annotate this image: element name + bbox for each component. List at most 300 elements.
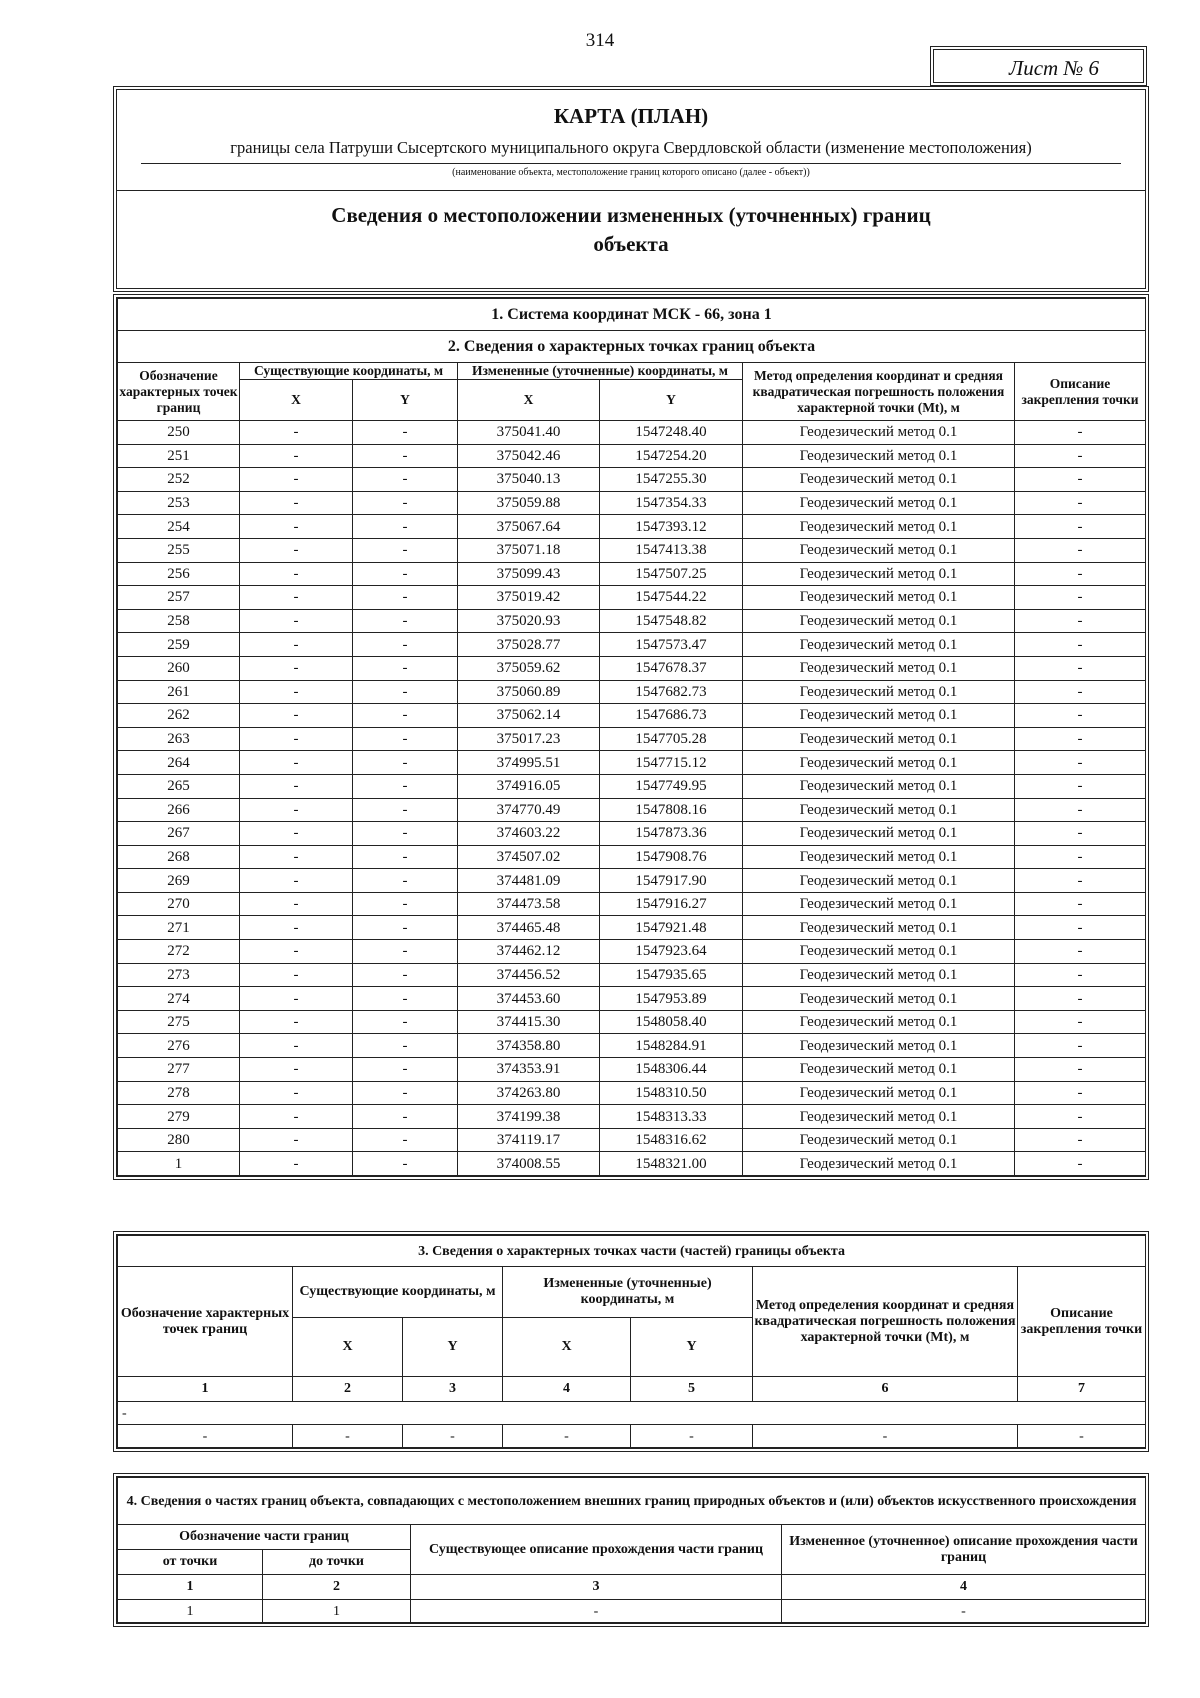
header-changed: Измененные (уточненные) координаты, м: [458, 363, 743, 380]
cell-changed-y: 1547935.65: [600, 963, 743, 987]
cell-existing-x: -: [240, 892, 353, 916]
t3-colnum: 1: [118, 1377, 293, 1402]
table-row: [118, 963, 1146, 987]
cell-point-id: 268: [118, 845, 240, 869]
cell-existing-x: -: [240, 468, 353, 492]
cell-existing-x: -: [240, 916, 353, 940]
cell-existing-y: -: [353, 656, 458, 680]
cell-point-id: 261: [118, 680, 240, 704]
cell-existing-y: -: [353, 586, 458, 610]
cell-method: Геодезический метод 0.1: [743, 538, 1015, 562]
t3-cell: -: [1018, 1425, 1146, 1448]
t3-colnum: 3: [403, 1377, 503, 1402]
cell-point-id: 276: [118, 1034, 240, 1058]
cell-changed-y: 1547873.36: [600, 822, 743, 846]
table-row: [118, 751, 1146, 775]
cell-method: Геодезический метод 0.1: [743, 1081, 1015, 1105]
cell-point-id: 277: [118, 1058, 240, 1082]
cell-existing-y: -: [353, 751, 458, 775]
cell-method: Геодезический метод 0.1: [743, 1128, 1015, 1152]
table-row: [118, 1105, 1146, 1129]
t3-header-point: Обозначение характерных точек границ: [118, 1267, 293, 1377]
cell-description: -: [1015, 963, 1146, 987]
table-row: [118, 515, 1146, 539]
table-row: [118, 1058, 1146, 1082]
t3-header-changed-x: X: [503, 1318, 631, 1377]
header-method: Метод определения координат и средняя квадратическая погрешность положения характерной точки (Mt), м: [743, 363, 1015, 421]
cell-changed-y: 1547248.40: [600, 421, 743, 445]
cell-description: -: [1015, 704, 1146, 728]
cell-changed-x: 375060.89: [458, 680, 600, 704]
cell-method: Геодезический метод 0.1: [743, 869, 1015, 893]
header-underline: [141, 163, 1121, 164]
cell-point-id: 1: [118, 1152, 240, 1176]
t4-header-changed: Измененное (уточненное) описание прохождения части границ: [782, 1525, 1146, 1575]
cell-existing-x: -: [240, 940, 353, 964]
table-row: [118, 562, 1146, 586]
cell-existing-y: -: [353, 1034, 458, 1058]
cell-existing-x: -: [240, 1152, 353, 1176]
cell-point-id: 279: [118, 1105, 240, 1129]
cell-existing-y: -: [353, 562, 458, 586]
cell-changed-x: 374465.48: [458, 916, 600, 940]
cell-changed-y: 1548316.62: [600, 1128, 743, 1152]
table-row: [118, 1152, 1146, 1176]
cell-changed-y: 1547393.12: [600, 515, 743, 539]
cell-method: Геодезический метод 0.1: [743, 444, 1015, 468]
cell-existing-x: -: [240, 680, 353, 704]
cell-description: -: [1015, 656, 1146, 680]
table-row: [118, 444, 1146, 468]
cell-point-id: 271: [118, 916, 240, 940]
cell-existing-x: -: [240, 1081, 353, 1105]
cell-point-id: 260: [118, 656, 240, 680]
cell-existing-y: -: [353, 987, 458, 1011]
cell-existing-y: -: [353, 869, 458, 893]
cell-existing-x: -: [240, 515, 353, 539]
t3-header-changed: Измененные (уточненные) координаты, м: [503, 1267, 753, 1318]
part-points-table-frame: [113, 1231, 1149, 1452]
cell-method: Геодезический метод 0.1: [743, 1105, 1015, 1129]
table-row: [118, 1081, 1146, 1105]
header-divider: [117, 190, 1145, 191]
cell-description: -: [1015, 491, 1146, 515]
cell-description: -: [1015, 421, 1146, 445]
cell-changed-x: 375017.23: [458, 727, 600, 751]
cell-changed-y: 1547573.47: [600, 633, 743, 657]
cell-existing-x: -: [240, 845, 353, 869]
t3-cell: -: [753, 1425, 1018, 1448]
cell-changed-x: 374415.30: [458, 1010, 600, 1034]
cell-point-id: 254: [118, 515, 240, 539]
table-row: [118, 869, 1146, 893]
cell-point-id: 263: [118, 727, 240, 751]
cell-point-id: 266: [118, 798, 240, 822]
cell-changed-x: 374263.80: [458, 1081, 600, 1105]
t4-cell: 1: [118, 1600, 263, 1623]
cell-method: Геодезический метод 0.1: [743, 751, 1015, 775]
part-points-caption: 3. Сведения о характерных точках части (частей) границы объекта: [118, 1236, 1146, 1267]
cell-point-id: 275: [118, 1010, 240, 1034]
cell-existing-x: -: [240, 987, 353, 1011]
boundary-parts-table-frame: [113, 1473, 1149, 1627]
cell-existing-x: -: [240, 609, 353, 633]
t3-cell: -: [503, 1425, 631, 1448]
table-row: [118, 586, 1146, 610]
cell-method: Геодезический метод 0.1: [743, 586, 1015, 610]
header-changed-x: X: [458, 380, 600, 421]
points-table: [117, 298, 1146, 1176]
cell-existing-y: -: [353, 845, 458, 869]
header-point: Обозначение характерных точек границ: [118, 363, 240, 421]
cell-description: -: [1015, 751, 1146, 775]
cell-existing-x: -: [240, 727, 353, 751]
cell-description: -: [1015, 1105, 1146, 1129]
table-row: [118, 680, 1146, 704]
cell-existing-y: -: [353, 538, 458, 562]
t3-cell: -: [118, 1425, 293, 1448]
cell-method: Геодезический метод 0.1: [743, 1010, 1015, 1034]
cell-existing-x: -: [240, 798, 353, 822]
table-row: [118, 940, 1146, 964]
points-table-body: [118, 421, 1146, 1176]
cell-description: -: [1015, 987, 1146, 1011]
table-row: [118, 987, 1146, 1011]
cell-changed-x: 374008.55: [458, 1152, 600, 1176]
cell-existing-x: -: [240, 1034, 353, 1058]
cell-changed-x: 375062.14: [458, 704, 600, 728]
cell-point-id: 250: [118, 421, 240, 445]
table-row: [118, 421, 1146, 445]
section-title: Сведения о местоположении измененных (уточненных) границ объекта: [331, 203, 931, 256]
t3-header-method: Метод определения координат и средняя квадратическая погрешность положения характерной точки (Mt), м: [753, 1267, 1018, 1377]
cell-changed-x: 374353.91: [458, 1058, 600, 1082]
cell-existing-y: -: [353, 1105, 458, 1129]
cell-method: Геодезический метод 0.1: [743, 421, 1015, 445]
cell-method: Геодезический метод 0.1: [743, 892, 1015, 916]
cell-existing-x: -: [240, 704, 353, 728]
cell-changed-x: 374481.09: [458, 869, 600, 893]
cell-description: -: [1015, 680, 1146, 704]
table-row: [118, 774, 1146, 798]
cell-description: -: [1015, 515, 1146, 539]
cell-existing-y: -: [353, 774, 458, 798]
cell-description: -: [1015, 538, 1146, 562]
cell-existing-y: -: [353, 704, 458, 728]
cell-method: Геодезический метод 0.1: [743, 1034, 1015, 1058]
cell-method: Геодезический метод 0.1: [743, 963, 1015, 987]
cell-description: -: [1015, 869, 1146, 893]
cell-point-id: 278: [118, 1081, 240, 1105]
cell-point-id: 270: [118, 892, 240, 916]
cell-changed-x: 374473.58: [458, 892, 600, 916]
t3-cell: -: [293, 1425, 403, 1448]
cell-description: -: [1015, 586, 1146, 610]
cell-method: Геодезический метод 0.1: [743, 774, 1015, 798]
cell-existing-y: -: [353, 491, 458, 515]
cell-existing-x: -: [240, 1105, 353, 1129]
t4-colnum: 2: [263, 1575, 411, 1600]
cell-existing-y: -: [353, 916, 458, 940]
cell-method: Геодезический метод 0.1: [743, 727, 1015, 751]
boundary-parts-table: [117, 1477, 1146, 1623]
cell-existing-x: -: [240, 586, 353, 610]
table-row: [118, 845, 1146, 869]
t3-colnum: 6: [753, 1377, 1018, 1402]
cell-changed-x: 375042.46: [458, 444, 600, 468]
cell-point-id: 262: [118, 704, 240, 728]
cell-changed-x: 374199.38: [458, 1105, 600, 1129]
cell-changed-y: 1547354.33: [600, 491, 743, 515]
t3-header-existing: Существующие координаты, м: [293, 1267, 503, 1318]
t3-cell: -: [631, 1425, 753, 1448]
cell-changed-x: 374456.52: [458, 963, 600, 987]
object-name-note: (наименование объекта, местоположение границ которого описано (далее - объект)): [452, 167, 810, 178]
cell-existing-y: -: [353, 892, 458, 916]
cell-point-id: 252: [118, 468, 240, 492]
t4-colnum: 3: [411, 1575, 782, 1600]
cell-description: -: [1015, 1058, 1146, 1082]
table-row: [118, 916, 1146, 940]
cell-changed-y: 1547544.22: [600, 586, 743, 610]
cell-point-id: 273: [118, 963, 240, 987]
t4-cell: -: [782, 1600, 1146, 1623]
cell-method: Геодезический метод 0.1: [743, 798, 1015, 822]
cell-existing-x: -: [240, 1010, 353, 1034]
cell-changed-x: 375019.42: [458, 586, 600, 610]
cell-existing-y: -: [353, 727, 458, 751]
cell-existing-x: -: [240, 822, 353, 846]
cell-description: -: [1015, 1128, 1146, 1152]
page-number: 314: [585, 30, 615, 51]
cell-changed-y: 1547749.95: [600, 774, 743, 798]
cell-existing-x: -: [240, 656, 353, 680]
cell-changed-x: 374358.80: [458, 1034, 600, 1058]
table-row: [118, 798, 1146, 822]
document-title: КАРТА (ПЛАН): [553, 104, 709, 128]
cell-changed-y: 1547715.12: [600, 751, 743, 775]
cell-method: Геодезический метод 0.1: [743, 515, 1015, 539]
cell-description: -: [1015, 845, 1146, 869]
t3-colnum: 5: [631, 1377, 753, 1402]
cell-changed-x: 374462.12: [458, 940, 600, 964]
cell-changed-y: 1547916.27: [600, 892, 743, 916]
cell-description: -: [1015, 1034, 1146, 1058]
t3-header-description: Описание закрепления точки: [1018, 1267, 1146, 1377]
cell-changed-y: 1547953.89: [600, 987, 743, 1011]
cell-point-id: 274: [118, 987, 240, 1011]
cell-changed-x: 374916.05: [458, 774, 600, 798]
cell-method: Геодезический метод 0.1: [743, 1058, 1015, 1082]
cell-changed-y: 1548321.00: [600, 1152, 743, 1176]
cell-existing-y: -: [353, 963, 458, 987]
cell-changed-y: 1547686.73: [600, 704, 743, 728]
t3-colnum: 7: [1018, 1377, 1146, 1402]
cell-description: -: [1015, 798, 1146, 822]
table-row: [118, 1128, 1146, 1152]
table-row: [118, 656, 1146, 680]
cell-point-id: 280: [118, 1128, 240, 1152]
header-existing-y: Y: [353, 380, 458, 421]
t3-span-row: -: [118, 1402, 1146, 1425]
cell-description: -: [1015, 1081, 1146, 1105]
header-changed-y: Y: [600, 380, 743, 421]
cell-existing-y: -: [353, 1010, 458, 1034]
table-row: [118, 892, 1146, 916]
cell-point-id: 253: [118, 491, 240, 515]
cell-point-id: 258: [118, 609, 240, 633]
cell-changed-y: 1548310.50: [600, 1081, 743, 1105]
cell-point-id: 255: [118, 538, 240, 562]
cell-changed-y: 1547548.82: [600, 609, 743, 633]
cell-changed-y: 1548313.33: [600, 1105, 743, 1129]
cell-changed-y: 1547908.76: [600, 845, 743, 869]
table-row: [118, 727, 1146, 751]
cell-existing-x: -: [240, 774, 353, 798]
cell-method: Геодезический метод 0.1: [743, 609, 1015, 633]
t4-cell: 1: [263, 1600, 411, 1623]
cell-method: Геодезический метод 0.1: [743, 916, 1015, 940]
table-row: [118, 609, 1146, 633]
cell-existing-x: -: [240, 562, 353, 586]
cell-point-id: 265: [118, 774, 240, 798]
cell-changed-x: 375071.18: [458, 538, 600, 562]
cell-description: -: [1015, 468, 1146, 492]
cell-point-id: 264: [118, 751, 240, 775]
sheet-label: Лист № 6: [930, 46, 1147, 86]
t3-header-existing-x: X: [293, 1318, 403, 1377]
cell-point-id: 257: [118, 586, 240, 610]
cell-changed-y: 1547808.16: [600, 798, 743, 822]
t4-header-to: до точки: [263, 1550, 411, 1575]
t3-header-changed-y: Y: [631, 1318, 753, 1377]
table-row: [118, 704, 1146, 728]
cell-changed-y: 1547507.25: [600, 562, 743, 586]
points-table-frame: [113, 294, 1149, 1180]
cell-description: -: [1015, 727, 1146, 751]
table-row: [118, 491, 1146, 515]
cell-method: Геодезический метод 0.1: [743, 704, 1015, 728]
cell-changed-y: 1547413.38: [600, 538, 743, 562]
table-row: [118, 633, 1146, 657]
cell-changed-y: 1547921.48: [600, 916, 743, 940]
t4-cell: -: [411, 1600, 782, 1623]
cell-description: -: [1015, 774, 1146, 798]
cell-method: Геодезический метод 0.1: [743, 562, 1015, 586]
cell-existing-x: -: [240, 1128, 353, 1152]
cell-changed-x: 375040.13: [458, 468, 600, 492]
table-row: [118, 822, 1146, 846]
cell-method: Геодезический метод 0.1: [743, 633, 1015, 657]
cell-method: Геодезический метод 0.1: [743, 845, 1015, 869]
cell-changed-x: 374995.51: [458, 751, 600, 775]
t4-colnum: 4: [782, 1575, 1146, 1600]
cell-point-id: 259: [118, 633, 240, 657]
cell-existing-y: -: [353, 633, 458, 657]
cell-point-id: 256: [118, 562, 240, 586]
points-section-caption: 2. Сведения о характерных точках границ объекта: [118, 331, 1146, 363]
cell-existing-y: -: [353, 1128, 458, 1152]
cell-existing-x: -: [240, 491, 353, 515]
cell-changed-y: 1547678.37: [600, 656, 743, 680]
cell-changed-y: 1547917.90: [600, 869, 743, 893]
cell-changed-x: 374770.49: [458, 798, 600, 822]
cell-changed-y: 1548284.91: [600, 1034, 743, 1058]
cell-description: -: [1015, 633, 1146, 657]
cell-point-id: 251: [118, 444, 240, 468]
cell-existing-y: -: [353, 1152, 458, 1176]
t3-header-existing-y: Y: [403, 1318, 503, 1377]
cell-description: -: [1015, 562, 1146, 586]
object-name: границы села Патруши Сысертского муниципального округа Свердловской области (изменение местоположения): [230, 138, 1032, 157]
cell-changed-x: 374119.17: [458, 1128, 600, 1152]
coordinate-system-caption: 1. Система координат МСК - 66, зона 1: [118, 299, 1146, 331]
document-header: [113, 86, 1149, 292]
cell-method: Геодезический метод 0.1: [743, 940, 1015, 964]
t3-colnum: 4: [503, 1377, 631, 1402]
cell-existing-y: -: [353, 421, 458, 445]
cell-method: Геодезический метод 0.1: [743, 822, 1015, 846]
cell-method: Геодезический метод 0.1: [743, 468, 1015, 492]
cell-existing-y: -: [353, 609, 458, 633]
cell-method: Геодезический метод 0.1: [743, 491, 1015, 515]
cell-existing-x: -: [240, 633, 353, 657]
cell-existing-y: -: [353, 444, 458, 468]
cell-changed-y: 1548306.44: [600, 1058, 743, 1082]
cell-method: Геодезический метод 0.1: [743, 987, 1015, 1011]
header-existing: Существующие координаты, м: [240, 363, 458, 380]
boundary-parts-caption: 4. Сведения о частях границ объекта, совпадающих с местоположением внешних границ природных объектов и (или) объектов искусственного происхождения: [118, 1478, 1146, 1525]
cell-point-id: 269: [118, 869, 240, 893]
cell-existing-x: -: [240, 444, 353, 468]
cell-changed-x: 374453.60: [458, 987, 600, 1011]
cell-changed-x: 375059.62: [458, 656, 600, 680]
cell-changed-y: 1548058.40: [600, 1010, 743, 1034]
cell-description: -: [1015, 822, 1146, 846]
cell-changed-x: 374507.02: [458, 845, 600, 869]
cell-existing-y: -: [353, 1058, 458, 1082]
cell-description: -: [1015, 1010, 1146, 1034]
cell-changed-y: 1547254.20: [600, 444, 743, 468]
t4-header-existing: Существующее описание прохождения части границ: [411, 1525, 782, 1575]
cell-description: -: [1015, 1152, 1146, 1176]
cell-changed-x: 375067.64: [458, 515, 600, 539]
table-row: [118, 1010, 1146, 1034]
cell-description: -: [1015, 940, 1146, 964]
cell-point-id: 267: [118, 822, 240, 846]
cell-existing-y: -: [353, 680, 458, 704]
cell-method: Геодезический метод 0.1: [743, 1152, 1015, 1176]
table-row: [118, 538, 1146, 562]
cell-changed-x: 375099.43: [458, 562, 600, 586]
header-description: Описание закрепления точки: [1015, 363, 1146, 421]
cell-changed-y: 1547255.30: [600, 468, 743, 492]
cell-existing-y: -: [353, 798, 458, 822]
t4-header-part: Обозначение части границ: [118, 1525, 411, 1550]
cell-description: -: [1015, 444, 1146, 468]
cell-changed-x: 375041.40: [458, 421, 600, 445]
part-points-table: [117, 1235, 1146, 1448]
t4-colnum: 1: [118, 1575, 263, 1600]
table-row: [118, 468, 1146, 492]
cell-changed-x: 375020.93: [458, 609, 600, 633]
cell-method: Геодезический метод 0.1: [743, 680, 1015, 704]
cell-existing-y: -: [353, 822, 458, 846]
cell-existing-y: -: [353, 1081, 458, 1105]
cell-point-id: 272: [118, 940, 240, 964]
cell-existing-x: -: [240, 1058, 353, 1082]
cell-existing-y: -: [353, 468, 458, 492]
